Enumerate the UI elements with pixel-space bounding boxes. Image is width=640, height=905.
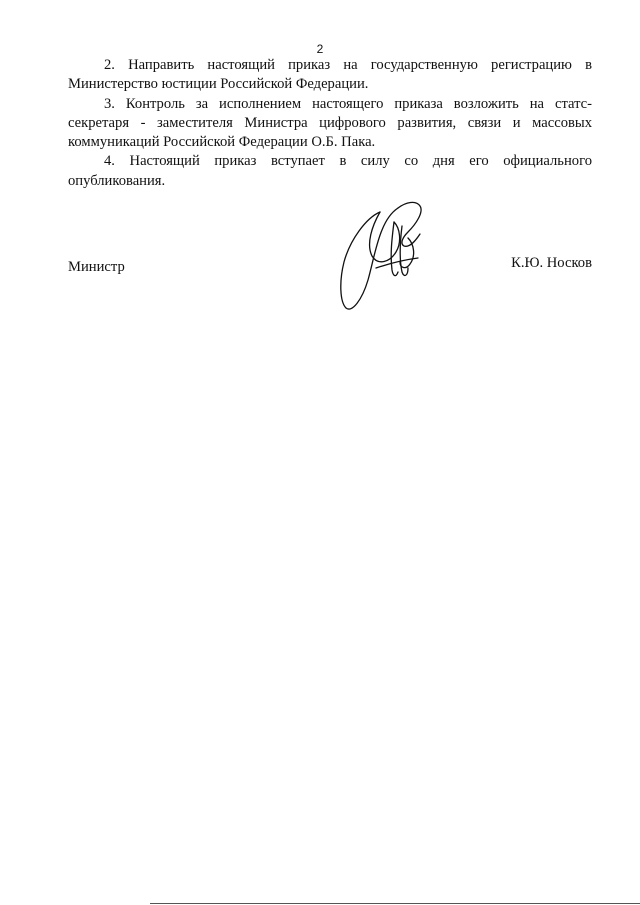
paragraph-2: 2. Направить настоящий приказ на государственную регистрацию в Министерство юстиции Российской Федерации. (68, 57, 592, 93)
paragraph-3: 3. Контроль за исполнением настоящего приказа возложить на статс-секретаря - заместителя Министра цифрового развития, связи и массовых коммуникаций Российской Федерации О.Б. Пака. (68, 95, 592, 151)
signatory-title: Министр (68, 259, 125, 275)
document-body (68, 56, 592, 191)
signatory-name: К.Ю. Носков (511, 255, 592, 271)
scan-edge-line (150, 903, 640, 904)
page-number: 2 (316, 42, 324, 56)
signature-block (68, 198, 592, 318)
handwritten-signature (336, 198, 436, 313)
paragraph-4: 4. Настоящий приказ вступает в силу со дня его официального опубликования. (68, 153, 592, 189)
